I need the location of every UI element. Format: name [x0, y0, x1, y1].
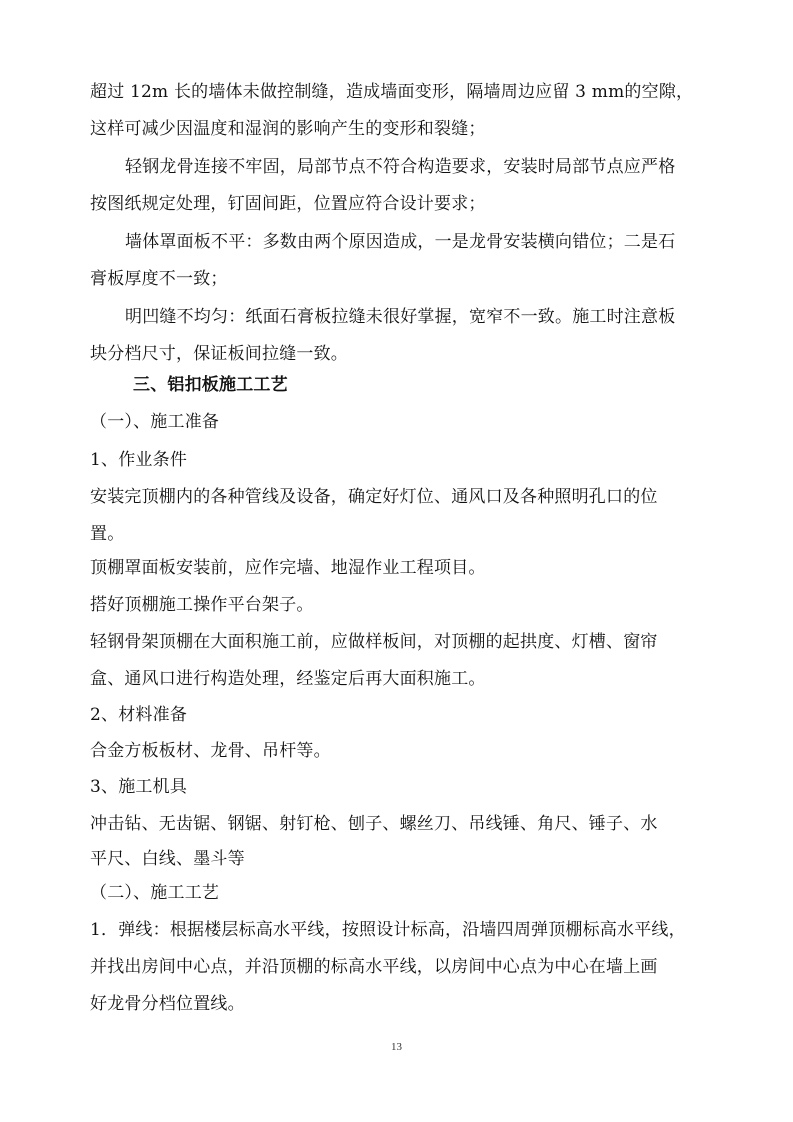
paragraph-line: 合金方板板材、龙骨、吊杆等。 [90, 741, 331, 761]
paragraph-line: 置。 [90, 524, 125, 544]
item-heading: 2、材料准备 [90, 705, 188, 725]
paragraph-line: 盒、通风口进行构造处理，经鉴定后再大面积施工。 [90, 669, 486, 689]
section-heading: 三、铝扣板施工工艺 [133, 375, 288, 395]
paragraph-line: 墙体罩面板不平：多数由两个原因造成，一是龙骨安装横向错位；二是石 [125, 232, 676, 252]
paragraph-line: 膏板厚度不一致； [90, 269, 228, 289]
item-heading: 3、施工机具 [90, 777, 188, 797]
paragraph-line: 安装完顶棚内的各种管线及设备，确定好灯位、通风口及各种照明孔口的位 [90, 487, 658, 507]
item-heading: 1、作业条件 [90, 450, 188, 470]
paragraph-line: 轻钢骨架顶棚在大面积施工前，应做样板间，对顶棚的起拱度、灯槽、窗帘 [90, 632, 658, 652]
paragraph-line: 好龙骨分档位置线。 [90, 994, 245, 1014]
subsection-heading: （二）、施工工艺 [90, 883, 220, 903]
subsection-heading: （一）、施工准备 [90, 412, 220, 432]
paragraph-line: 这样可减少因温度和湿润的影响产生的变形和裂缝； [90, 119, 486, 139]
paragraph-line: 顶棚罩面板安装前，应作完墙、地湿作业工程项目。 [90, 558, 486, 578]
paragraph-line: 块分档尺寸，保证板间拉缝一致。 [90, 344, 348, 364]
paragraph-line: 并找出房间中心点，并沿顶棚的标高水平线，以房间中心点为中心在墙上画 [90, 957, 658, 977]
paragraph-line: 超过 12m 长的墙体未做控制缝，造成墙面变形，隔墙周边应留 3 mm的空隙， [90, 82, 694, 102]
paragraph-line: 搭好顶棚施工操作平台架子。 [90, 595, 314, 615]
paragraph-line: 明凹缝不均匀：纸面石膏板拉缝未很好掌握，宽窄不一致。施工时注意板 [125, 307, 676, 327]
page-number: 13 [391, 1041, 402, 1053]
paragraph-line: 按图纸规定处理，钉固间距，位置应符合设计要求； [90, 194, 486, 214]
paragraph-line: 平尺、白线、墨斗等 [90, 849, 245, 869]
paragraph-line: 冲击钻、无齿锯、钢锯、射钉枪、刨子、螺丝刀、吊线锤、角尺、锤子、水 [90, 814, 658, 834]
paragraph-line: 1．弹线：根据楼层标高水平线，按照设计标高，沿墙四周弹顶棚标高水平线， [90, 920, 686, 940]
paragraph-line: 轻钢龙骨连接不牢固，局部节点不符合构造要求，安装时局部节点应严格 [125, 157, 676, 177]
